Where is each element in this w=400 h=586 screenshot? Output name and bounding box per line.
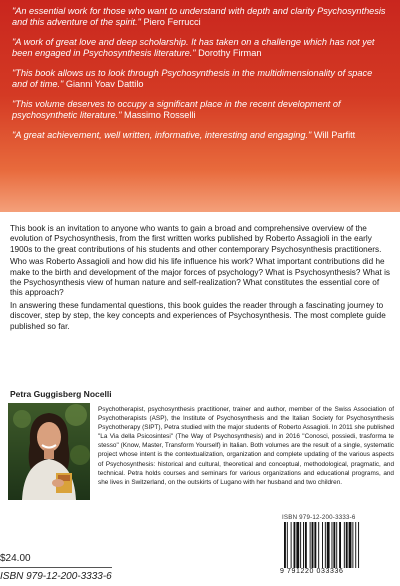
quote-text: "This volume deserves to occupy a significant place in the recent development of psychosynthetic literature." — [12, 98, 341, 120]
quote-text: "A work of great love and deep scholarship. It has taken on a challenge which has not yet been engaged in Psychosynthesis literature." — [12, 36, 375, 59]
barcode-isbn-label: ISBN 979-12-200-3333-6 — [282, 514, 356, 521]
endorsement-quote — [12, 130, 390, 141]
author-photo — [8, 403, 90, 500]
quote-text: "A great achievement, well written, informative, interesting and engaging." — [12, 129, 312, 140]
quote-author: Dorothy Firman — [198, 48, 262, 59]
endorsement-quote — [12, 99, 390, 121]
isbn-bottom: ISBN 979-12-200-3333-6 — [0, 571, 112, 582]
author-biography: Psychotherapist, psychosynthesis practitioner, trainer and author, member of the Swiss Association of Psychotherapists (ASP), the Institute of Psychosynthesis and the Italian Society for Psychosynthesis Psychotherapy (SIPT), Petra studied with the major students of Roberto Assagioli. In 2011 she published "La Via della Psicosintesi" (The Way of Psychosynthesis) and in 2016 "Conosci, possiedi, trasforma te stesso" (Know, Master, Transform Yourself) in Italian. Both volumes are the result of a single, systematic project whose intent is the contextualization, organization and complete updating of the various aspects of Psychosynthesis: historical and cultural, theoretical and conceptual, methodological, pragmatic, and technical. Petra holds courses and seminars for various organizations and educational programs, and she lives in Switzerland, on the outskirts of Lugano with her husband and two children. — [98, 406, 394, 486]
barcode-digits: 9 791220 033336 — [280, 568, 344, 575]
quote-text: "An essential work for those who want to understand with depth and clarity Psychosynthesis and this adventure of the spirit." — [12, 6, 386, 28]
book-description — [10, 224, 392, 334]
endorsement-quote — [12, 68, 390, 90]
author-portrait-icon — [8, 403, 90, 500]
description-paragraph: This book is an invitation to anyone who wants to gain a broad and comprehensive overview of the evolution of Psychosynthesis, from the first written works published by Roberto Assagioli in the early 1900s to the great contributions of his students and other contemporary Psychosynthesis practitioners. — [10, 224, 382, 254]
price: $24.00 — [0, 553, 31, 564]
quote-author: Massimo Rosselli — [124, 109, 196, 120]
author-name: Petra Guggisberg Nocelli — [10, 389, 112, 399]
quote-text: "This book allows us to look through Psychosynthesis in the multidimensionality of space and of time." — [12, 67, 373, 90]
price-divider — [0, 567, 112, 568]
endorsement-quote — [12, 37, 390, 59]
description-paragraph: Who was Roberto Assagioli and how did his life influence his work? What important contributions did he make to the birth and development of the major forces of psychology? What is Psychosynthesis? What is the Psychosynthesis view of human nature and self-realization? What constitutes the essential core of this approach? — [10, 257, 390, 298]
quote-author: Will Parfitt — [313, 129, 356, 140]
quote-author: Gianni Yoav Dattilo — [65, 79, 144, 90]
description-paragraph: In answering these fundamental questions, this book guides the reader through a fascinating journey to discover, step by step, the key concepts and experiences of Psychosynthesis. The most complete guide published so far. — [10, 300, 386, 331]
barcode-icon — [282, 522, 394, 568]
quote-author: Piero Ferrucci — [143, 17, 201, 28]
endorsement-quote — [12, 6, 390, 28]
endorsements-band — [0, 0, 400, 212]
